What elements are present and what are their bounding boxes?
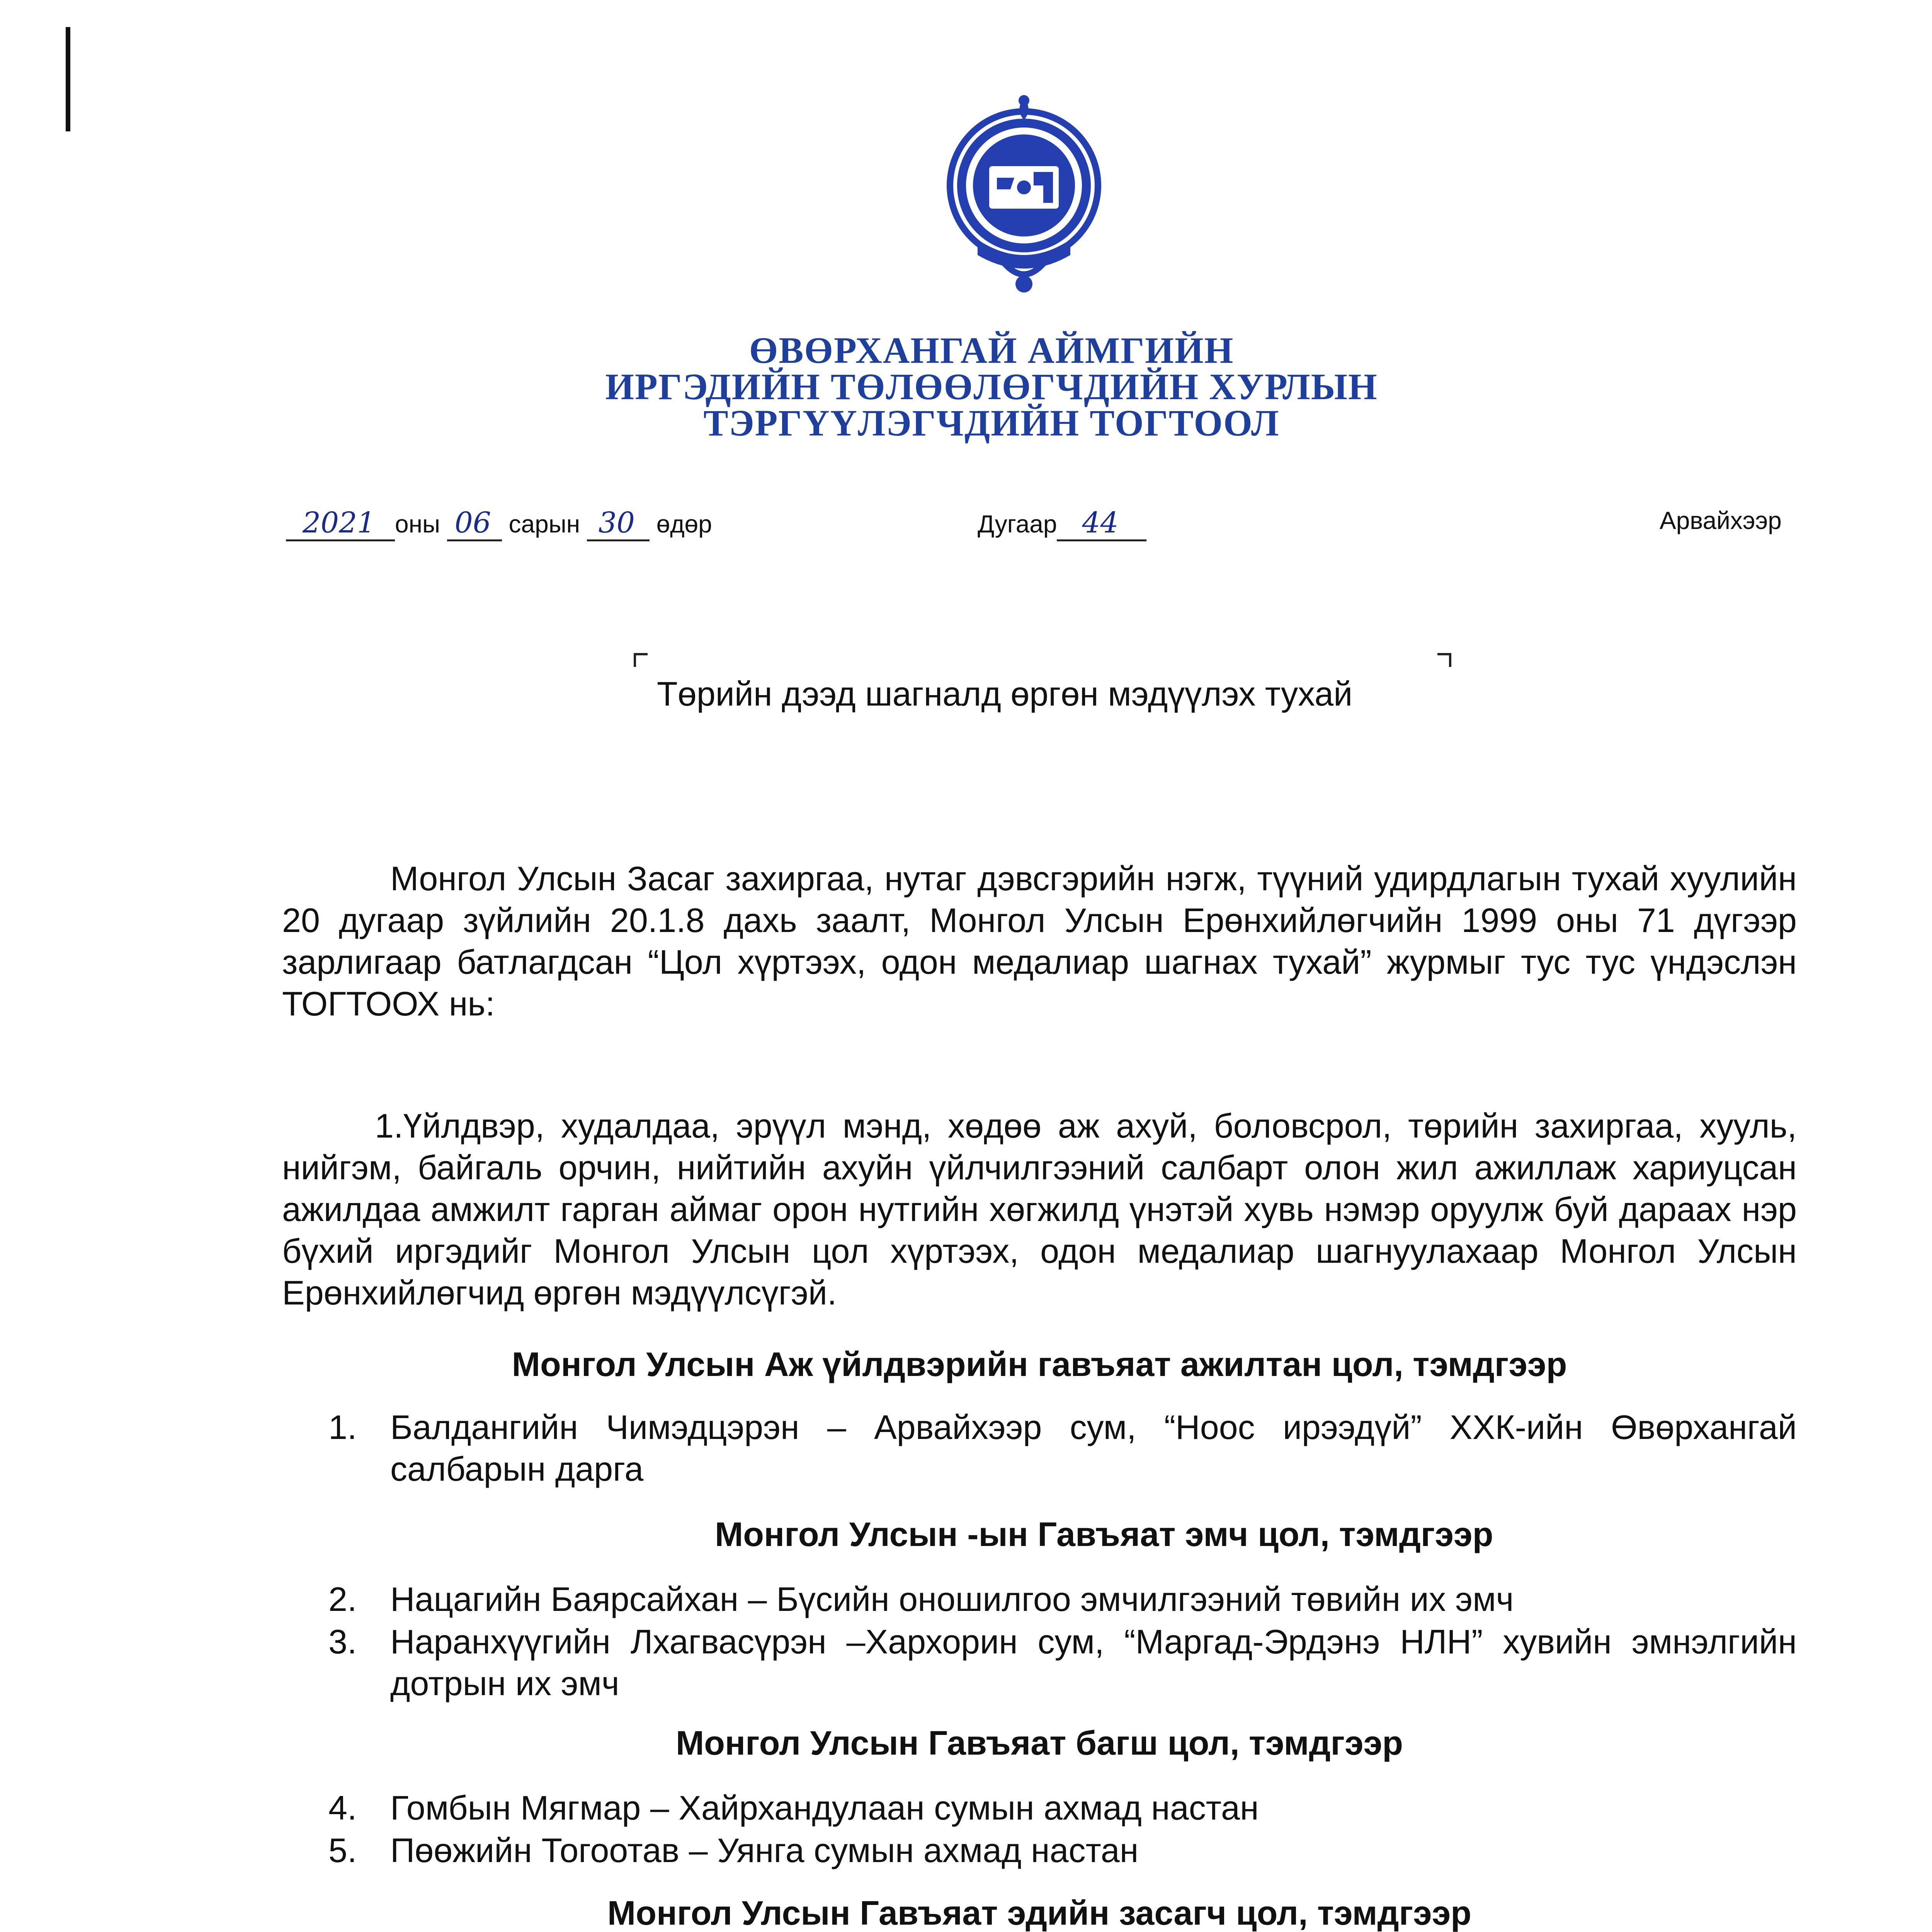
preamble-paragraph: Монгол Улсын Засаг захиргаа, нутаг дэвсгэрийн нэгж, түүний удирдлагын тухай хуулийн 20 дугаар зүйлийн 20.1.8 дахь заалт, Монгол Улсын Ерөнхийлөгчийн 1999 оны 71 дүгээр зарлигаар батлагдсан “Цол хүртээх, одон медалиар шагнах тухай” журмыг тус тус үндэслэн ТОГТООХ нь:: [282, 859, 1797, 1023]
state-emblem-icon: [943, 89, 1105, 305]
award-heading: Монгол Улсын -ын Гавъяат эмч цол, тэмдгээр: [715, 1515, 1493, 1553]
month-suffix: сарын: [509, 510, 580, 538]
city-name: Арвайхээр: [1660, 507, 1782, 534]
subject-bracket-left: [634, 653, 648, 667]
list-item: [328, 1830, 1797, 1871]
award-heading: Монгол Улсын Аж үйлдвэрийн гавъяат ажилтан цол, тэмдгээр: [512, 1345, 1567, 1383]
award-heading: Монгол Улсын Гавъяат эдийн засагч цол, тэмдгээр: [607, 1894, 1472, 1932]
title-line-2: ИРГЭДИЙН ТӨЛӨӨЛӨГЧДИЙН ХУРЛЫН: [605, 366, 1378, 407]
item-number: 1.: [328, 1408, 357, 1446]
item-text: Нацагийн Баярсайхан – Бүсийн оношилгоо эмчилгээний төвийн их эмч: [390, 1580, 1514, 1618]
document-subject: Төрийн дээд шагналд өргөн мэдүүлэх тухай: [657, 675, 1353, 713]
title-line-3: ТЭРГҮҮЛЭГЧДИЙН ТОГТООЛ: [703, 402, 1280, 444]
number-value: 44: [1057, 506, 1146, 541]
decision-paragraph: 1.Үйлдвэр, худалдаа, эрүүл мэнд, хөдөө аж ахуй, боловсрол, төрийн захиргаа, хууль, нийгэм, байгаль орчин, нийтийн ахуйн үйлчилгээний салбарт олон жил ажиллаж хариуцсан ажилдаа амжилт гарган аймаг орон нутгийн хөгжилд үнэтэй хувь нэмэр оруулж буй дараах нэр бүхий иргэдийг Монгол Улсын цол хүртээх, одон медалиар шагнуулахаар Монгол Улсын Ерөнхийлөгчид өргөн мэдүүлсүгэй.: [282, 1107, 1797, 1312]
year-suffix: оны: [395, 510, 440, 538]
item-text: Пөөжийн Тогоотав – Уянга сумын ахмад настан: [390, 1831, 1139, 1869]
list-item: [328, 1787, 1797, 1829]
day-suffix: өдөр: [656, 510, 712, 538]
item-text: Гомбын Мягмар – Хайрхандулаан сумын ахмад настан: [390, 1789, 1259, 1827]
day-value: 30: [587, 506, 650, 541]
margin-mark: [66, 27, 70, 131]
subject-bracket-right: [1437, 653, 1451, 667]
item-number: 3.: [328, 1622, 357, 1661]
number-label: Дугаар: [978, 510, 1057, 538]
list-item: [328, 1621, 1797, 1704]
item-number: 2.: [328, 1580, 357, 1618]
month-value: 06: [447, 506, 502, 541]
list-item: [328, 1406, 1797, 1490]
year-value: 2021: [286, 506, 395, 541]
organization-title: [0, 330, 1932, 444]
title-line-1: ӨВӨРХАНГАЙ АЙМГИЙН: [749, 330, 1234, 371]
item-number: 4.: [328, 1789, 357, 1827]
item-text: Балдангийн Чимэдцэрэн – Арвайхээр сум, “Ноос ирээдүй” ХХК-ийн Өвөрхангай салбарын дарга: [390, 1408, 1797, 1488]
list-item: [328, 1578, 1797, 1620]
document-number: [978, 506, 1146, 541]
item-number: 5.: [328, 1831, 357, 1869]
award-heading: Монгол Улсын Гавъяат багш цол, тэмдгээр: [675, 1724, 1403, 1762]
item-text: Наранхүүгийн Лхагвасүрэн –Хархорин сум, “Маргад-Эрдэнэ НЛН” хувийн эмнэлгийн дотрын их эмч: [390, 1622, 1797, 1702]
date-line: [286, 506, 712, 541]
